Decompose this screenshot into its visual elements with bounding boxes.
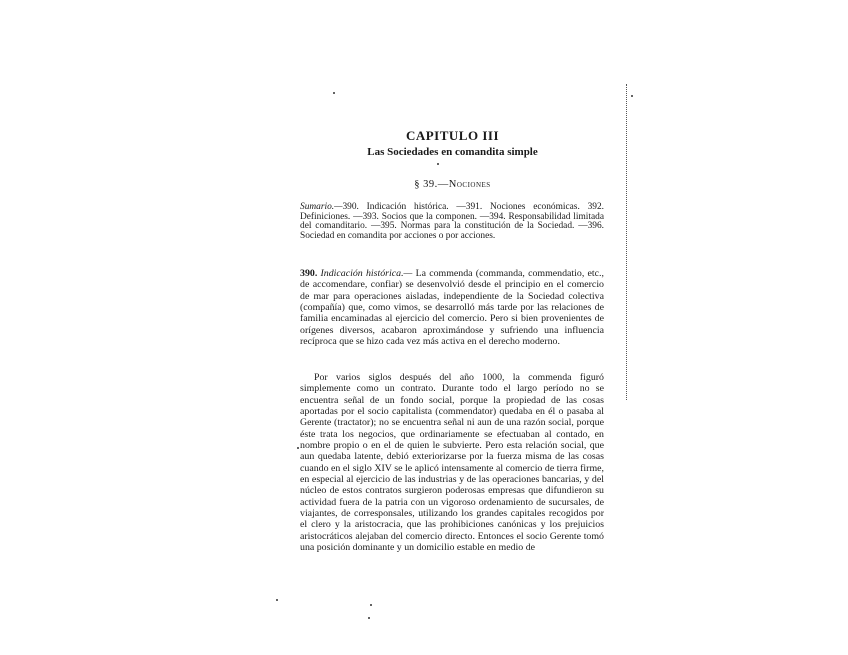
scan-speck [297, 447, 299, 449]
paragraph-heading: Indicación histórica.— [320, 268, 413, 279]
summary-block [300, 203, 604, 242]
summary-text: 390. Indicación histórica. —391. Nociones económicas. 392. Definiciones. —393. Socios que la componen. —394. Responsabilidad limitada del comanditario. —395. Normas para la constitución de la Sociedad. —396. Sociedad en comandita por acciones o por acciones. [300, 202, 604, 242]
scan-speck [333, 92, 335, 94]
paragraph-390 [300, 268, 604, 347]
section-heading: § 39.—Nociones [414, 179, 491, 190]
summary-label: Sumario.— [300, 202, 343, 212]
paragraph-2: Por varios siglos después del año 1000, la commenda figuró simplemente como un contrato. Durante todo el largo período no se encuentra señal de un fondo social, porque la propiedad de las cosas aportadas por el socio capitalista (commendator) quedaba en él o pasaba al Gerente (tractator); no se encuentra señal ni aun de una razón social, porque éste trata los negocios, que ordinariamente se efectuaban al contado, en nombre propio o en el de quien le subvierte. Pero esta relación social, que aun quedaba latente, debió exteriorizarse por la fuerza misma de las cosas cuando en el siglo XIV se le aplicó intensamente al comercio de tierra firme, en especial al ejercicio de las industrias y de las operaciones bancarias, y del núcleo de estos contratos surgieron poderosas empresas que difundieron su actividad fuera de la patria con un vigoroso ordenamiento de sucursales, de viajantes, de corresponsales, utilizando los grandes capitales recogidos por el clero y la aristocracia, que las prohibiciones canónicas y los prejuicios aristocráticos alejaban del comercio directo. Entonces el socio Gerente tomó una posición dominante y un domicilio estable en medio de [300, 372, 604, 554]
paragraph-number: 390. [300, 268, 318, 279]
chapter-subtitle: Las Sociedades en comandita simple [367, 146, 538, 158]
scan-speck [631, 95, 633, 97]
scan-speck [370, 604, 372, 606]
scan-speck [276, 599, 278, 601]
margin-annotation-marks [626, 84, 633, 400]
scan-speck [437, 163, 439, 165]
paragraph-text: La commenda (commanda, commendatio, etc., de accomendare, confiar) se desenvolvió desde el principio en el comercio de mar para operaciones aisladas, independiente de la Sociedad colectiva (compañía) que, como vimos, se desarrolló más tarde por las relaciones de familia encaminadas al ejercicio del comercio. Pero si bien provenientes de orígenes diversos, acabaron aproximándose y sufriendo una influencia recíproca que se hizo cada vez más activa en el derecho moderno. [300, 268, 604, 348]
chapter-title: CAPITULO III [405, 128, 500, 143]
scan-speck [368, 617, 370, 619]
